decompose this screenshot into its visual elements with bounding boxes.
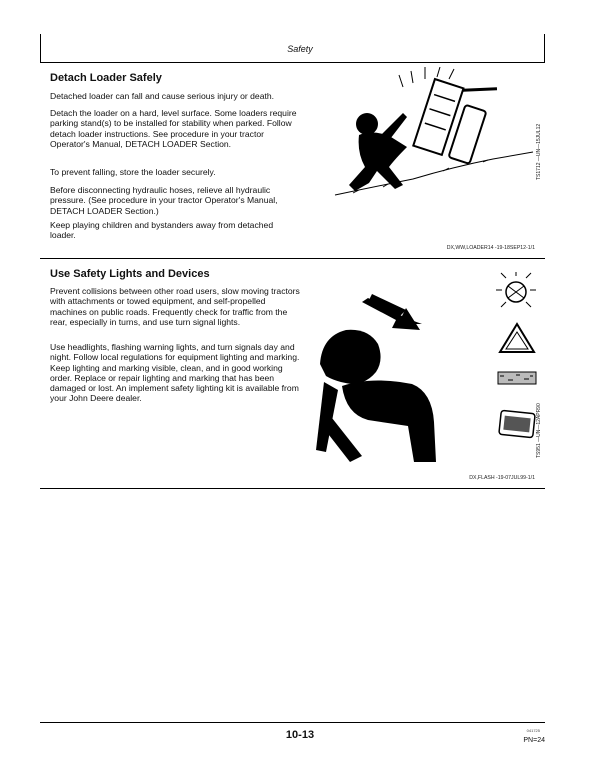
section-reference: DX,WW,LOADER14 -19-18SEP12-1/1 bbox=[446, 245, 535, 251]
page-header-title: Safety bbox=[287, 44, 313, 54]
footer-rule bbox=[40, 722, 545, 723]
section-title: Detach Loader Safely bbox=[50, 72, 162, 84]
paragraph: Detach the loader on a hard, level surface. Some loaders require parking stand(s) to be installed for stability when parked. Follow detach loader instructions. See procedure in your tractor Operator's Manual, DETACH LOADER Section. bbox=[50, 108, 297, 149]
paragraph: Before disconnecting hydraulic hoses, relieve all hydraulic pressure. (See procedure in your tractor Operator's Manual, DETACH LOADER Section.) bbox=[50, 185, 278, 216]
safety-lights-illustration bbox=[302, 272, 540, 474]
footer-code: 041725 bbox=[526, 728, 540, 733]
section-title: Use Safety Lights and Devices bbox=[50, 268, 210, 280]
image-code: TS1712 —UN—15JUL12 bbox=[536, 123, 542, 180]
page-number: 10-13 bbox=[285, 729, 315, 741]
section-reference: DX,FLASH -19-07JUL99-1/1 bbox=[469, 475, 535, 481]
section-safety-lights bbox=[40, 258, 545, 488]
paragraph: Keep playing children and bystanders away from detached loader. bbox=[50, 220, 274, 241]
section-divider bbox=[40, 488, 545, 489]
loader-falling-illustration bbox=[333, 67, 535, 207]
image-code: TS951 —UN—12APR90 bbox=[536, 403, 542, 458]
paragraph: Use headlights, flashing warning lights, and turn signals day and night. Follow local regulations for equipment lighting and marking. Keep lighting and marking visible, clean, and in good working order. Replace or repair lighting and marking that has been damaged or lost. An implement safety lighting kit is available from your John Deere dealer. bbox=[50, 342, 300, 404]
paragraph: Detached loader can fall and cause serious injury or death. bbox=[50, 91, 275, 101]
footer-pn: PN=24 bbox=[523, 737, 545, 744]
section-detach-loader bbox=[40, 62, 545, 258]
paragraph: To prevent falling, store the loader securely. bbox=[50, 167, 216, 177]
paragraph: Prevent collisions between other road users, slow moving tractors with attachments or towed equipment, and self-propelled machines on public roads. Frequently check for traffic from the rear, especially in turns, and use turn signal lights. bbox=[50, 286, 300, 327]
